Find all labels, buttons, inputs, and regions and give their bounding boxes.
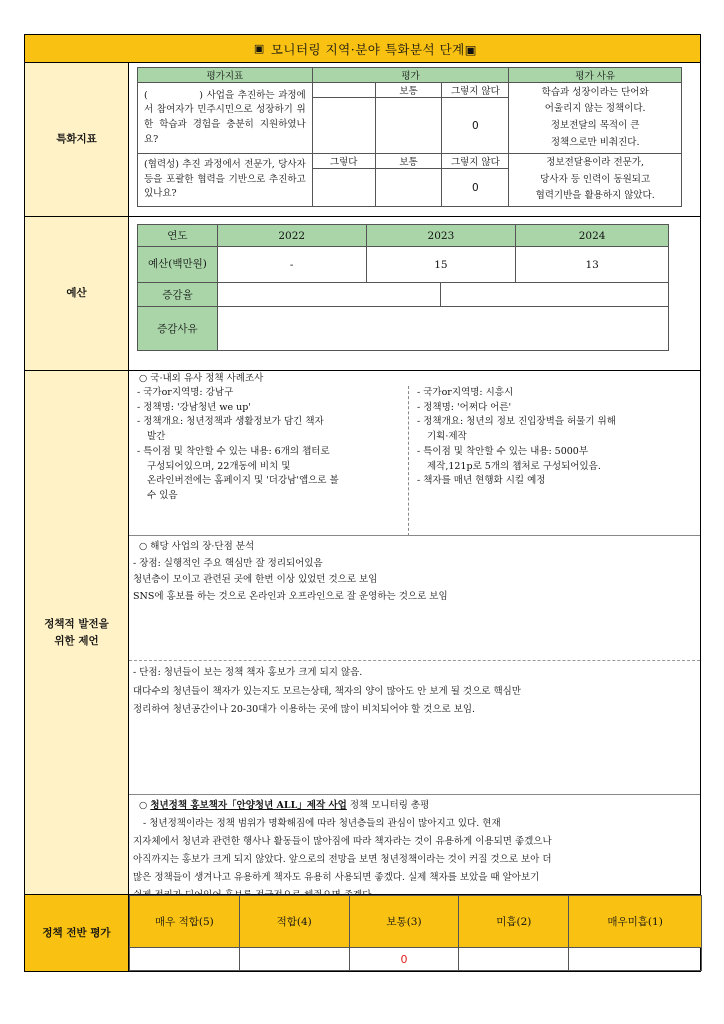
overall-section (25, 895, 700, 971)
budget-year: 2022 (217, 225, 366, 247)
summary-title-suffix: 정책 모니터링 총평 (346, 800, 430, 811)
budget-year: 2024 (516, 225, 669, 247)
reason-line: 학습과 성장이라는 단어와 (541, 86, 649, 98)
reason-line: 어울리지 않는 정책이다. (544, 103, 646, 115)
budget-change-label: 증감율 (138, 283, 218, 307)
case-left-line: 발간 (147, 431, 166, 443)
indicator-q2-mark: 0 (442, 169, 509, 207)
case-left-line: 구성되어있으며, 22개동에 비치 및 (147, 460, 291, 472)
case-right-line: - 정책명: '어쩌다 어른' (417, 401, 512, 413)
policy-section (25, 371, 700, 902)
summary-line: 지자체에서 청년과 관련한 행사나 활동들이 많아짐에 따라 책자라는 것이 유용하게 이용되면 좋겠으나 (133, 836, 552, 848)
indicator-table (137, 67, 682, 207)
budget-reason-label: 증감사유 (138, 307, 218, 351)
indicator-q2-option: 보통 (375, 154, 442, 169)
summary-block (129, 797, 700, 902)
indicator-header-criteria: 평가지표 (138, 68, 313, 83)
case-right-line: 제작,121p로 5개의 챕처로 구성되어있음. (427, 460, 601, 472)
title-square-mark: ▣ (253, 42, 265, 55)
case-study-title: ○ 국·내외 유사 정책 사례조사 (139, 373, 264, 384)
case-left-line: 온라인버전에는 홈페이지 및 '더강남'앱으로 볼 (147, 475, 339, 487)
reason-line: 협력기반을 활용하지 않았다. (535, 190, 655, 202)
policy-label: 정책적 발전을 위한 제언 (25, 371, 129, 894)
indicator-q1-option (312, 83, 375, 98)
case-left-line: 수 있음 (147, 490, 178, 502)
budget-section (25, 217, 700, 371)
rating-option: 매우 적합(5) (130, 896, 240, 948)
case-left-line: - 정책명: '강남청년 we up' (137, 401, 251, 413)
strength-line: SNS에 홍보를 하는 것으로 온라인과 오프라인으로 잘 운영하는 것으로 보임 (133, 590, 448, 602)
indicator-label: 특화지표 (25, 63, 129, 216)
rating-mark (569, 948, 702, 971)
budget-year-header: 연도 (138, 225, 218, 247)
indicator-header-reason: 평가 사유 (509, 68, 682, 83)
reason-line: 정책으로만 비춰진다. (550, 136, 640, 148)
weakness-line: - 단점: 청년들이 보는 정책 책자 홍보가 크게 되지 않음. (133, 667, 363, 678)
rating-mark (130, 948, 240, 971)
indicator-q1-reason (509, 83, 682, 154)
budget-amount: 13 (516, 247, 669, 283)
budget-amount: 15 (366, 247, 516, 283)
summary-title (129, 797, 700, 815)
indicator-q2-mark (375, 169, 442, 207)
case-left-column (129, 386, 409, 536)
budget-table (137, 224, 669, 351)
summary-line: 아직까지는 홍보가 크게 되지 않았다. 앞으로의 전망을 보면 청년정책이라는 것이 커질 것으로 보아 더 (133, 854, 552, 866)
reason-line: 정보전달용이라 전문가, (546, 157, 645, 169)
summary-line: - 청년정책이라는 정책 범위가 명확해짐에 따라 청년층들의 관심이 많아지고 있다. 현재 (143, 818, 501, 830)
strengths-block (129, 539, 700, 661)
case-right-line: - 특이점 및 착안할 수 있는 내용: 5000부 (417, 445, 589, 457)
case-left-line: - 특이점 및 착안할 수 있는 내용: 6개의 챕터로 (137, 445, 330, 457)
rating-option: 미흡(2) (459, 896, 569, 948)
sw-title: ○ 해당 사업의 장·단점 분석 (139, 541, 255, 552)
evaluation-sheet (24, 34, 701, 972)
indicator-q2-reason (509, 154, 682, 207)
case-right-line: - 책자를 매년 현행화 시킬 예정 (417, 475, 546, 487)
budget-label: 예산 (25, 217, 129, 370)
rating-option: 매우미흡(1) (569, 896, 702, 948)
budget-change-value (217, 283, 441, 307)
case-study-block (129, 371, 700, 536)
indicator-q2-option: 그렇지 않다 (442, 154, 509, 169)
weakness-line: 정리하여 청년공간이나 20-30대가 이용하는 곳에 많이 비치되어야 할 것으로 보임. (133, 704, 476, 716)
summary-project-name: 청년정책 홍보책자「안양청년 ALL」제작 사업 (150, 800, 347, 811)
reason-line: 정보전달의 목적이 큰 (550, 120, 640, 131)
case-right-column (409, 386, 702, 489)
indicator-q2-option: 그렇다 (312, 154, 375, 169)
case-left-line: - 국가or지역명: 강남구 (137, 387, 234, 398)
indicator-q1-option: 보통 (375, 83, 442, 98)
rating-mark (459, 948, 569, 971)
budget-year: 2023 (366, 225, 516, 247)
indicator-q1-mark (312, 98, 375, 154)
rating-option: 적합(4) (239, 896, 349, 948)
strength-line: - 장점: 실행적인 주요 핵심만 잘 정리되어있음 (133, 557, 323, 569)
indicator-q1-mark (375, 98, 442, 154)
page-title (25, 35, 700, 63)
case-right-line: 기획·제작 (427, 431, 467, 443)
summary-line: 많은 정책들이 생겨나고 유용하게 책자도 유용히 사용되면 좋겠다. 실제 책자를 보았을 때 알아보기 (133, 872, 540, 884)
budget-amount: - (217, 247, 366, 283)
reason-line: 당사자 등 인력이 동원되고 (540, 173, 651, 185)
indicator-q1-option: 그렇지 않다 (442, 83, 509, 98)
title-text: 모니터링 지역·분야 특화분석 단계▣ (270, 41, 478, 57)
case-right-line: - 국가or지역명: 시흥시 (417, 387, 514, 398)
indicator-q1-text: ( ) 사업을 추진하는 과정에서 참여자가 민주시민으로 성장하기 위한 학습과 경험을 충분히 지원하였나요? (138, 83, 313, 154)
summary-bullet: ○ (139, 800, 151, 811)
weakness-line: 대다수의 청년들이 책자가 있는지도 모르는상태, 책자의 양이 많아도 안 보게 될 것으로 핵심만 (133, 685, 521, 697)
indicator-q1-mark: 0 (442, 98, 509, 154)
case-left-line: - 정책개요: 청년정책과 생활정보가 담긴 책자 (137, 416, 324, 428)
budget-change-value (441, 283, 669, 307)
budget-reason-value (217, 307, 668, 351)
case-right-line: - 정책개요: 청년의 정보 진입장벽을 허물기 위해 (417, 416, 616, 428)
indicator-q2-mark (312, 169, 375, 207)
indicator-header-evaluation: 평가 (312, 68, 509, 83)
overall-label: 정책 전반 평가 (25, 895, 129, 971)
rating-mark (239, 948, 349, 971)
indicator-section (25, 63, 700, 217)
rating-option: 보통(3) (349, 896, 459, 948)
rating-mark: 0 (349, 948, 459, 971)
overall-rating-table (129, 895, 702, 971)
strength-line: 청년층이 모이고 관련된 곳에 한번 이상 있었던 것으로 보임 (133, 574, 378, 586)
summary-line: 쉽게 정리가 되어있어 홍보를 적극적으로 해줬으면 좋겠다. (133, 890, 375, 902)
budget-amount-label: 예산(백만원) (138, 247, 218, 283)
indicator-q2-text: (협력성) 추진 과정에서 전문가, 당사자 등을 포괄한 협력을 기반으로 추진하고 있나요? (138, 154, 313, 207)
weaknesses-block (129, 663, 700, 795)
